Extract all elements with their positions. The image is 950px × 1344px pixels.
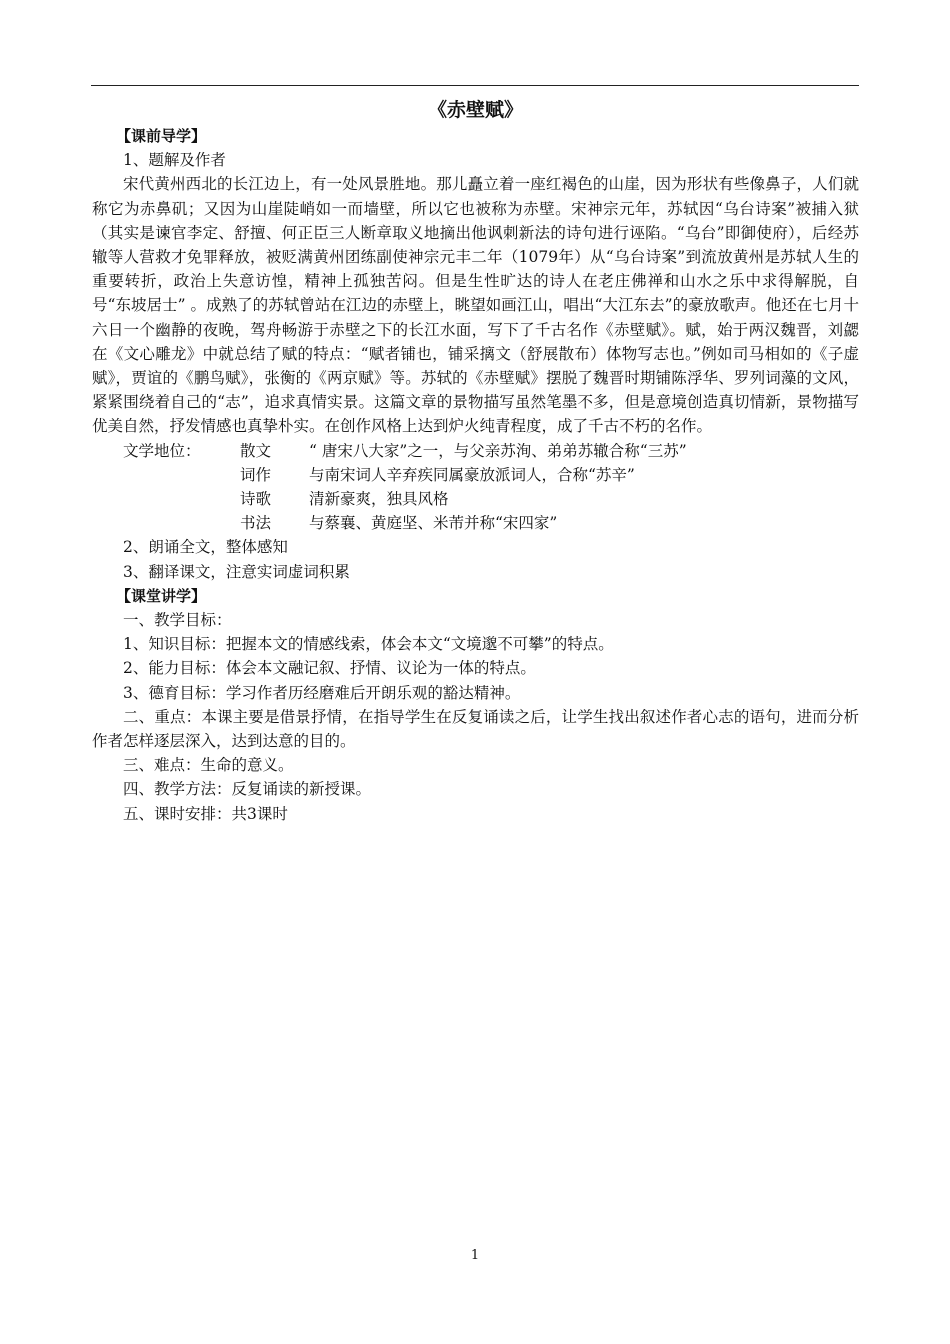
status-desc: 与蔡襄、黄庭坚、米芾并称“宋四家” bbox=[309, 514, 558, 533]
header-rule bbox=[91, 85, 859, 86]
teaching-method: 四、教学方法：反复诵读的新授课。 bbox=[123, 780, 372, 799]
document-title: 《赤壁赋》 bbox=[427, 99, 523, 121]
goal-knowledge: 1、知识目标：把握本文的情感线索，体会本文“文境邈不可攀”的特点。 bbox=[123, 635, 614, 654]
literary-status-row bbox=[92, 439, 859, 463]
class-schedule: 五、课时安排：共3课时 bbox=[123, 804, 288, 823]
literary-status-row bbox=[92, 487, 859, 511]
status-genre: 散文 bbox=[240, 441, 272, 460]
status-genre: 诗歌 bbox=[240, 490, 272, 509]
goal-moral: 3、德育目标：学习作者历经磨难后开朗乐观的豁达精神。 bbox=[123, 683, 521, 702]
literary-status-row bbox=[92, 511, 859, 535]
status-genre: 词作 bbox=[240, 465, 272, 484]
status-desc: 与南宋词人辛弃疾同属豪放派词人，合称“苏辛” bbox=[309, 465, 635, 484]
in-class-heading: 【课堂讲学】 bbox=[116, 586, 207, 605]
goal-ability: 2、能力目标：体会本文融记叙、抒情、议论为一体的特点。 bbox=[123, 659, 536, 678]
item1-title: 1、题解及作者 bbox=[123, 151, 226, 170]
item2: 2、朗诵全文，整体感知 bbox=[123, 538, 288, 557]
pre-class-heading: 【课前导学】 bbox=[116, 127, 207, 145]
key-point: 二、重点：本课主要是借景抒情，在指导学生在反复诵读之后，让学生找出叙述作者心志的语句，进而分析作者怎样逐层深入，达到达意的目的。 bbox=[92, 707, 859, 751]
goals-title: 一、教学目标： bbox=[123, 611, 232, 630]
status-desc: “ 唐宋八大家”之一，与父亲苏洵、弟弟苏辙合称“三苏” bbox=[309, 441, 687, 460]
page-number: 1 bbox=[470, 1248, 480, 1263]
literary-status bbox=[92, 439, 859, 536]
document-body bbox=[92, 92, 859, 826]
status-genre: 书法 bbox=[240, 514, 272, 533]
literary-status-row bbox=[92, 463, 859, 487]
item3: 3、翻译课文，注意实词虚词积累 bbox=[123, 562, 350, 581]
literary-status-label: 文学地位： bbox=[123, 441, 201, 460]
status-desc: 清新豪爽，独具风格 bbox=[309, 490, 449, 509]
difficulty: 三、难点：生命的意义。 bbox=[123, 756, 294, 775]
intro-paragraph: 宋代黄州西北的长江边上，有一处风景胜地。那儿矗立着一座红褐色的山崖，因为形状有些像鼻子，人们就称它为赤鼻矶；又因为山崖陡峭如一而墙壁，所以它也被称为赤壁。宋神宗元年，苏轼因“乌台诗案”被捕入狱（其实是谏官李定、舒擅、何正臣三人断章取义地摘出他讽刺新法的诗句进行诬陷。“乌台”即御使府），后经苏辙等人营救才免罪释放，被贬满黄州团练副使神宗元丰二年（1079年）从“乌台诗案”到流放黄州是苏轼人生的重要转折，政治上失意访惶，精神上孤独苦闷。但是生性旷达的诗人在老庄佛禅和山水之乐中求得解脱，自号“东坡居士” 。成熟了的苏轼曾站在江边的赤壁上，眺望如画江山，唱出“大江东去”的豪放歌声。他还在七月十六日一个幽静的夜晚，驾舟畅游于赤壁之下的长江水面，写下了千古名作《赤壁赋》。赋，始于两汉魏晋，刘勰在《文心雕龙》中就总结了赋的特点：“赋者铺也，铺采摛文（舒展散布）体物写志也。”例如司马相如的《子虚赋》，贾谊的《鹏鸟赋》，张衡的《两京赋》等。苏轼的《赤壁赋》摆脱了魏晋时期铺陈浮华、罗列词藻的文风，紧紧围绕着自己的“志”，追求真情实景。这篇文章的景物描写虽然笔墨不多，但是意境创造真切情新，景物描写优美自然，抒发情感也真挚朴实。在创作风格上达到炉火纯青程度，成了千古不朽的名作。 bbox=[92, 175, 859, 436]
